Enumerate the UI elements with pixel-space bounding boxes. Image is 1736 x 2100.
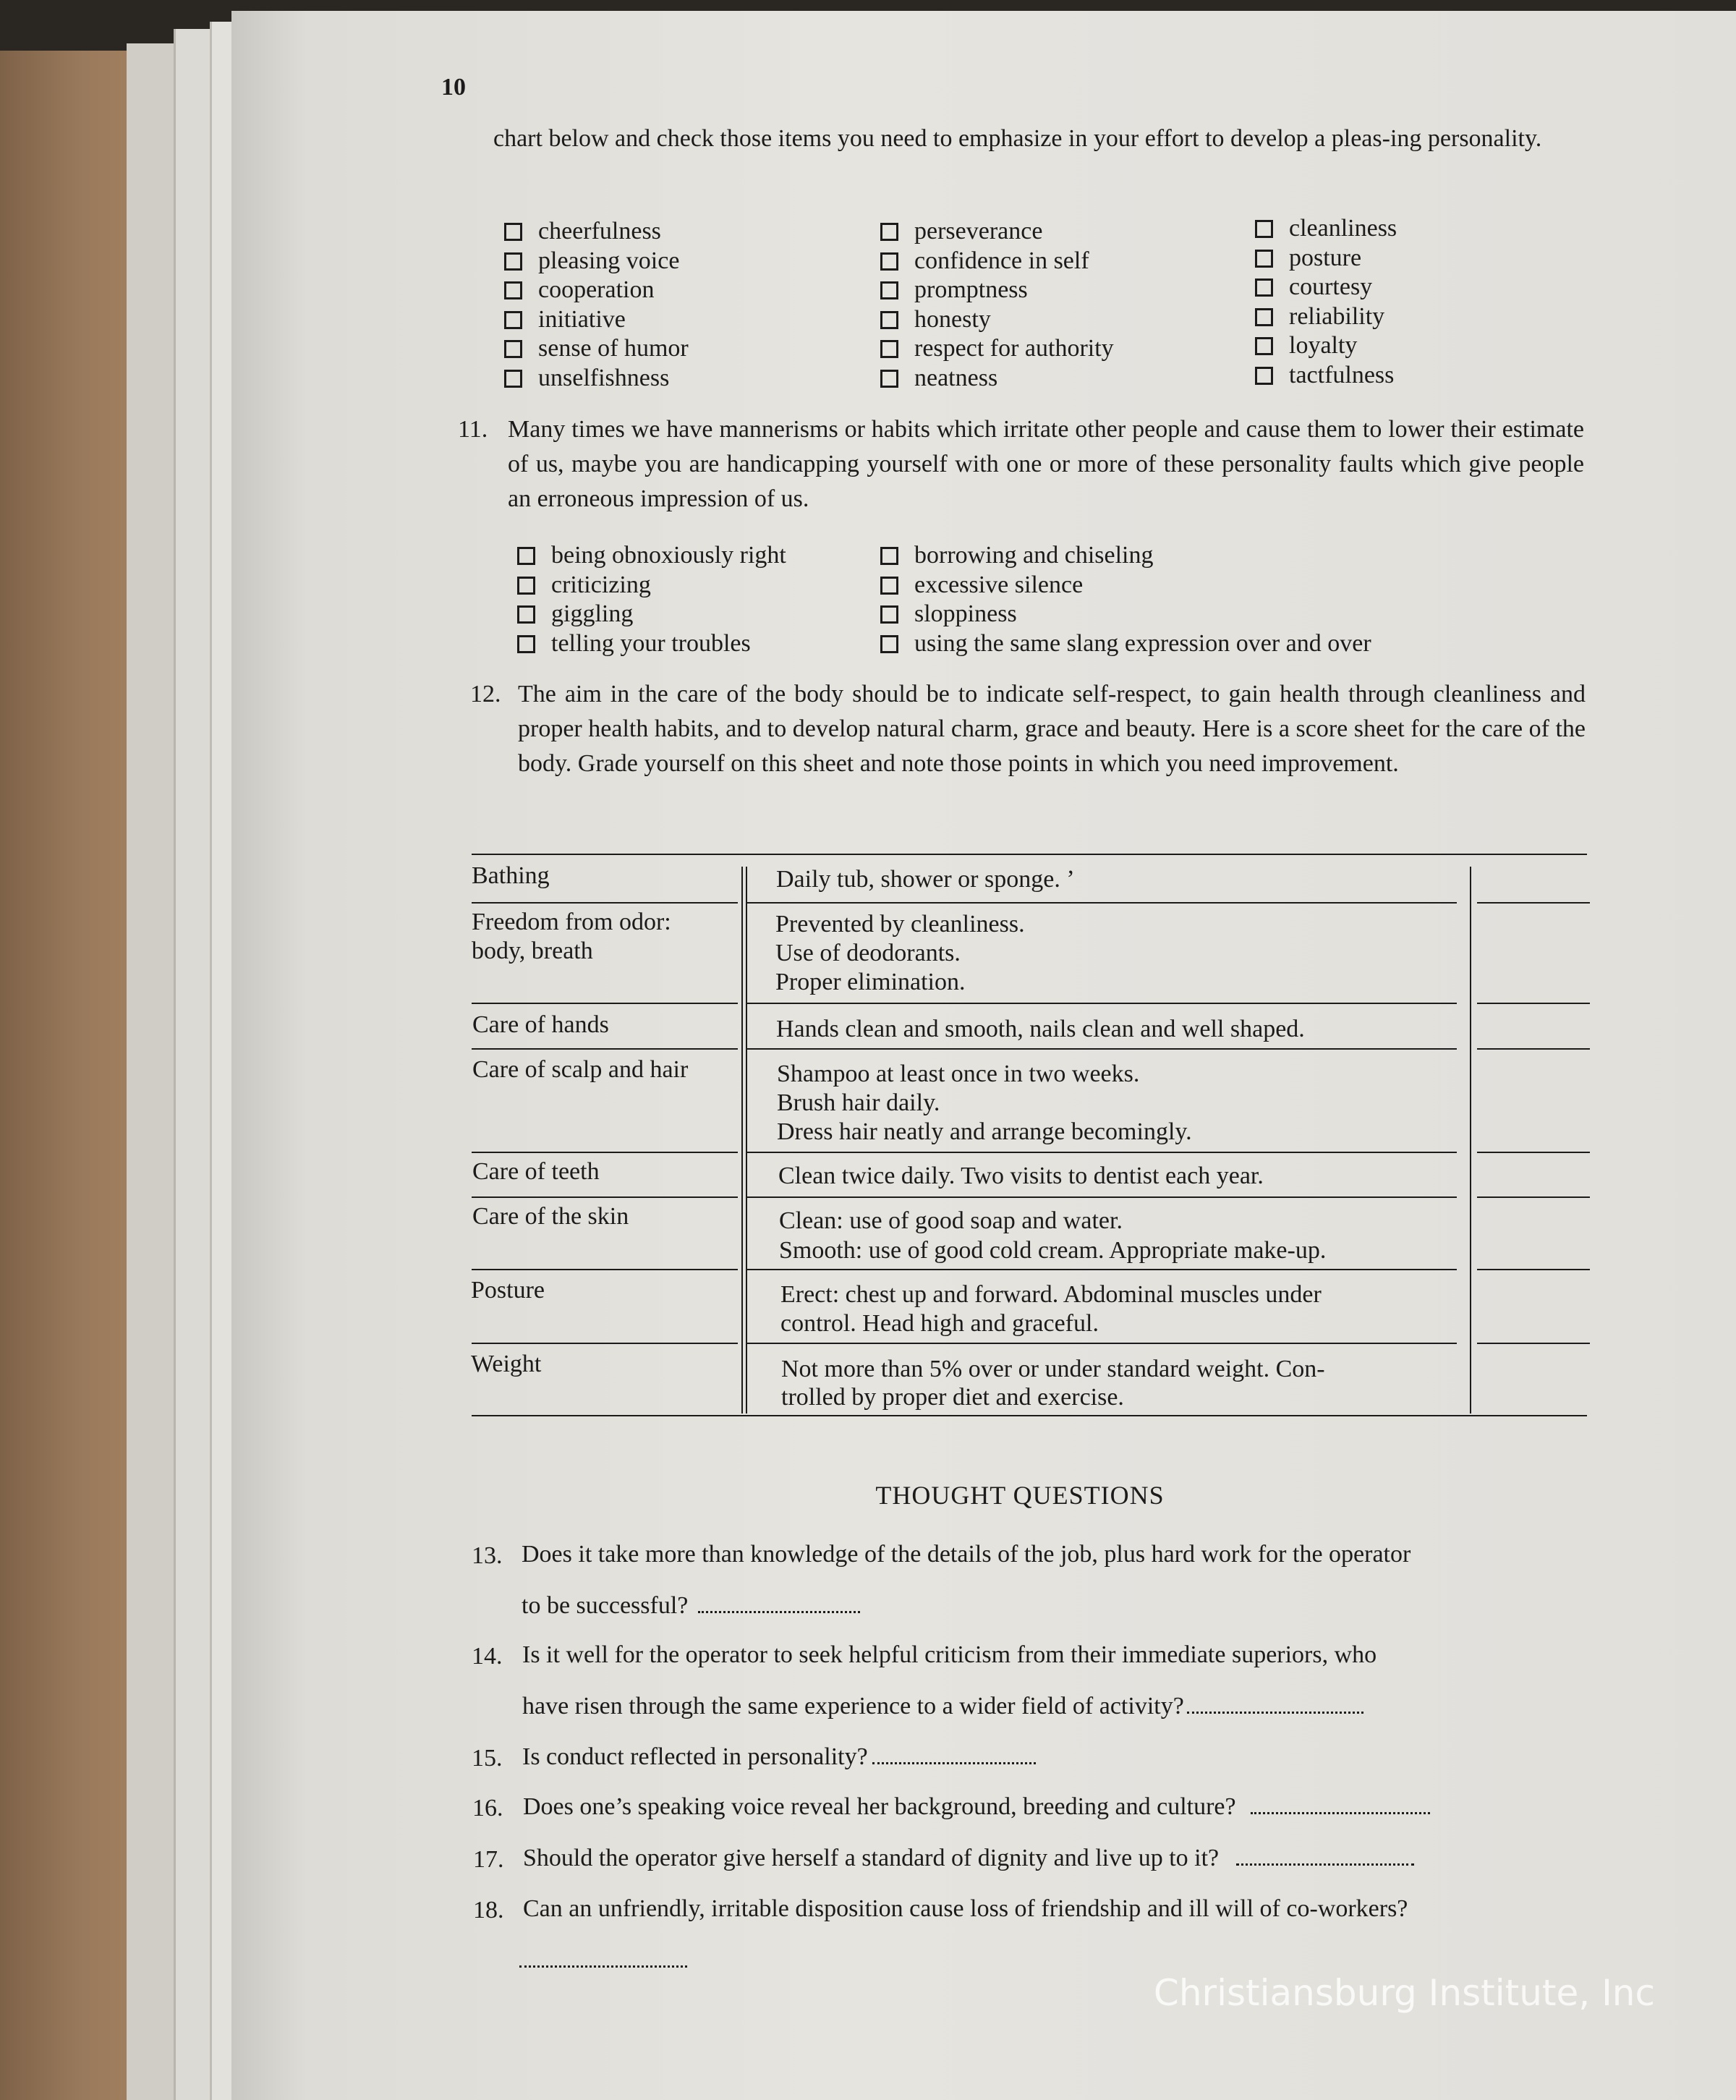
question-14-text: Is it well for the operator to seek helpful criticism from their immediate superiors, who [522,1641,1377,1668]
table-category: body, breath [472,938,593,964]
trait-column-2 [880,217,1114,393]
trait-item[interactable]: posture [1255,244,1397,273]
table-standard: Clean: use of good soap and water. [779,1207,1123,1234]
table-divider [741,867,743,1414]
table-rule [472,1003,738,1004]
checkbox[interactable] [1255,279,1273,297]
question-16-number: 16. [472,1795,503,1821]
table-divider [746,867,747,1414]
table-rule [472,1415,1587,1416]
question-14-text: have risen through the same experience to a wider field of activity? [522,1692,1363,1721]
trait-item[interactable]: perseverance [880,217,1114,247]
table-standard: Hands clean and smooth, nails clean and well shaped. [776,1016,1305,1042]
page-number: 10 [441,74,466,101]
table-category: Care of the skin [472,1203,629,1230]
checkbox[interactable] [517,635,535,653]
question-17-text: Should the operator give herself a standard of dignity and live up to it? [523,1844,1414,1873]
question-14-number: 14. [472,1643,503,1670]
table-standard: Proper elimination. [775,969,966,995]
table-category: Freedom from odor: [472,909,671,935]
checkbox[interactable] [517,577,535,595]
question-13-number: 13. [472,1542,503,1569]
watermark: Christiansburg Institute, Inc [1153,1972,1655,2014]
checkbox[interactable] [880,547,898,565]
question-11-number: 11. [458,416,488,443]
table-rule [472,854,1587,855]
table-rule [1477,1048,1590,1050]
table-rule [1477,1343,1590,1344]
trait-item[interactable]: honesty [880,305,1114,335]
table-rule [1477,1152,1590,1153]
table-rule [472,1343,738,1344]
answer-blank[interactable] [519,1951,687,1968]
trait-item[interactable]: cheerfulness [504,217,689,247]
checkbox[interactable] [880,635,898,653]
table-rule [1477,902,1590,904]
table-rule [472,902,738,904]
answer-blank[interactable] [1251,1798,1430,1814]
trait-item[interactable]: confidence in self [880,247,1114,276]
table-rule [472,1048,738,1050]
answer-blank[interactable] [698,1597,860,1613]
trait-item[interactable]: cooperation [504,276,689,305]
thought-questions-heading: THOUGHT QUESTIONS [875,1481,1165,1510]
fault-item[interactable]: criticizing [517,571,786,600]
checkbox[interactable] [880,340,898,358]
checkbox[interactable] [1255,337,1273,355]
table-rule [1477,1196,1590,1198]
table-standard: trolled by proper diet and exercise. [781,1384,1124,1411]
trait-item[interactable]: courtesy [1255,273,1397,302]
answer-blank[interactable] [1236,1849,1414,1866]
table-standard: Shampoo at least once in two weeks. [777,1060,1140,1087]
table-rule [746,1152,1457,1153]
trait-item[interactable]: respect for authority [880,334,1114,364]
fault-item[interactable]: excessive silence [880,571,1371,600]
checkbox[interactable] [880,223,898,241]
checkbox[interactable] [1255,250,1273,268]
checkbox[interactable] [517,605,535,624]
table-standard: Dress hair neatly and arrange becomingly. [777,1118,1192,1145]
answer-blank[interactable] [1187,1697,1363,1714]
table-divider [1470,867,1471,1414]
table-standard: Clean twice daily. Two visits to dentist each year. [778,1162,1264,1189]
fault-column-1 [517,541,786,658]
table-rule [746,1343,1457,1344]
question-15-text: Is conduct reflected in personality? [522,1743,1036,1772]
table-standard: control. Head high and graceful. [780,1310,1099,1337]
table-category: Care of hands [472,1011,609,1038]
question-13-text: Does it take more than knowledge of the details of the job, plus hard work for the operator [522,1541,1411,1568]
question-18-number: 18. [473,1897,504,1923]
question-17-number: 17. [473,1846,504,1873]
table-rule [746,902,1457,904]
table-rule [746,1269,1457,1270]
table-rule [746,1003,1457,1004]
intro-text: chart below and check those items you need to emphasize in your effort to develop a pleas-ing personality. [493,125,1542,152]
question-11-text: Many times we have mannerisms or habits which irritate other people and cause them to lower their estimate of us, maybe you are handicapping yourself with one or more of these personality faults which give people an erroneous impression of us. [508,416,1584,512]
fault-column-2 [880,541,1371,658]
checkbox[interactable] [504,252,522,271]
checkbox[interactable] [880,252,898,271]
checkbox[interactable] [1255,220,1273,238]
question-18-text: Can an unfriendly, irritable disposition cause loss of friendship and ill will of co-workers? [523,1895,1408,1922]
answer-blank[interactable] [872,1748,1036,1764]
question-15-number: 15. [472,1745,503,1772]
trait-item[interactable]: unselfishness [504,364,689,394]
trait-item[interactable]: cleanliness [1255,214,1397,244]
trait-item[interactable]: pleasing voice [504,247,689,276]
table-standard: Use of deodorants. [775,940,961,966]
table-rule [1477,1269,1590,1270]
table-standard: Erect: chest up and forward. Abdominal muscles under [780,1281,1322,1308]
trait-item[interactable]: tactfulness [1255,361,1397,391]
table-rule [472,1152,738,1153]
table-rule [746,1048,1457,1050]
fault-item[interactable]: telling your troubles [517,629,786,659]
checkbox[interactable] [517,547,535,565]
checkbox[interactable] [880,605,898,624]
fault-item[interactable]: being obnoxiously right [517,541,786,571]
question-18-answer [519,1946,687,1975]
trait-item[interactable]: initiative [504,305,689,335]
table-rule [746,1196,1457,1198]
question-12-number: 12. [470,681,501,707]
trait-item[interactable]: sense of humor [504,334,689,364]
table-category: Care of teeth [472,1158,600,1185]
table-category: Care of scalp and hair [472,1056,689,1083]
trait-column-3 [1255,214,1397,390]
question-16-text: Does one’s speaking voice reveal her background, breeding and culture? [523,1793,1430,1821]
table-rule [472,1269,738,1270]
trait-item[interactable]: loyalty [1255,331,1397,361]
table-standard: Brush hair daily. [777,1089,940,1116]
checkbox[interactable] [504,340,522,358]
trait-column-1 [504,217,689,393]
fault-item[interactable]: giggling [517,600,786,629]
table-category: Weight [471,1351,542,1377]
checkbox[interactable] [504,311,522,329]
table-category: Bathing [472,862,550,889]
checkbox[interactable] [1255,367,1273,385]
fault-item[interactable]: using the same slang expression over and over [880,629,1371,659]
checkbox[interactable] [880,577,898,595]
table-standard: Smooth: use of good cold cream. Appropriate make-up. [779,1237,1327,1264]
table-standard: Daily tub, shower or sponge. ʼ [776,866,1075,893]
checkbox[interactable] [504,223,522,241]
table-category: Posture [471,1277,545,1304]
trait-item[interactable]: promptness [880,276,1114,305]
table-rule [472,1196,738,1198]
question-12-text: The aim in the care of the body should be to indicate self-respect, to gain health through cleanliness and proper health habits, and to develop natural charm, grace and beauty. Here is a score sheet for the care of the body. Grade yourself on this sheet and note those points in which you need improvement. [518,681,1586,777]
checkbox[interactable] [504,281,522,299]
checkbox[interactable] [880,311,898,329]
fault-item[interactable]: borrowing and chiseling [880,541,1371,571]
question-13-text: to be successful? [522,1591,860,1620]
fault-item[interactable]: sloppiness [880,600,1371,629]
table-rule [1477,1003,1590,1004]
checkbox[interactable] [504,370,522,388]
table-standard: Prevented by cleanliness. [775,911,1025,938]
checkbox[interactable] [880,281,898,299]
table-standard: Not more than 5% over or under standard weight. Con- [781,1356,1325,1382]
trait-item[interactable]: neatness [880,364,1114,394]
checkbox[interactable] [1255,308,1273,326]
checkbox[interactable] [880,370,898,388]
trait-item[interactable]: reliability [1255,302,1397,332]
